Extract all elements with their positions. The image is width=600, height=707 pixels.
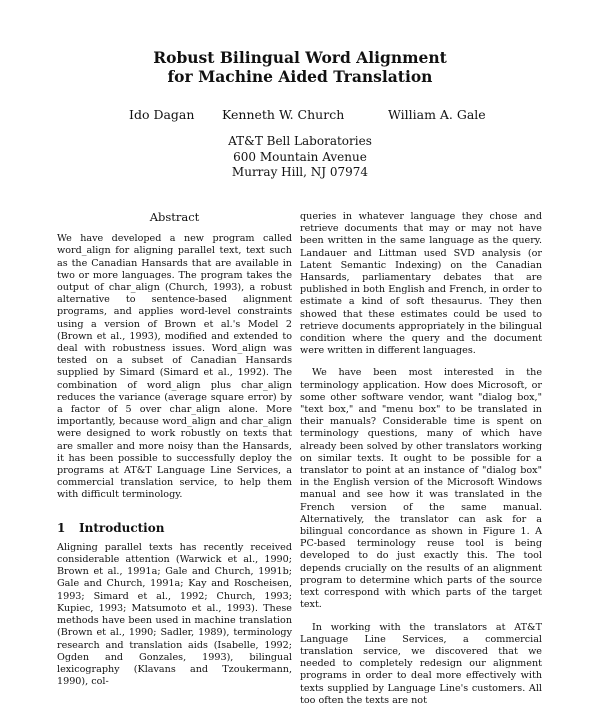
- affiliation-line-1: AT&T Bell Laboratories: [228, 134, 372, 148]
- body-paragraph-2: We have been most interested in the terminology application. How does Microsoft, or some other software vendor, want "dialog box," "text box," and "menu box" to be translated in their manuals? Considerable time is spent on terminology questions, many of which have already been solved by other translators working on similar texts. It ought to be possible for a translator to point at an instance of "dialog box" in the English version of the Microsoft Windows manual and see how it was translated in the French version of the same manual. Alternatively, the translator can ask for a bilingual concordance as shown in Figure 1. A PC-based terminology reuse tool is being developed to do just exactly this. The tool depends crucially on the results of an alignment program to determine which parts of the source text correspond with which parts of the target text.: [300, 367, 542, 611]
- section-number: 1: [57, 520, 66, 535]
- right-column: [300, 211, 542, 707]
- section-title: Introduction: [79, 520, 165, 535]
- author-list: [0, 107, 600, 123]
- author-3: William A. Gale: [388, 107, 486, 122]
- affiliation-line-2: 600 Mountain Avenue: [233, 149, 367, 164]
- section-heading-introduction: [57, 522, 292, 534]
- title-line-1: Robust Bilingual Word Alignment: [153, 48, 447, 67]
- paper-title: [0, 48, 600, 86]
- title-line-2: for Machine Aided Translation: [167, 67, 433, 86]
- body-paragraph-1: queries in whatever language they chose and retrieve documents that may or may not have been written in the same language as the query. Landauer and Littman used SVD analysis (or Latent Semantic Indexing) on the Canadian Hansards, parliamentary debates that are published in both English and French, in order to estimate a kind of soft thesaurus. They then showed that these estimates could be used to retrieve documents appropriately in the bilingual condition where the query and the document were written in different languages.: [300, 211, 542, 357]
- abstract-body: We have developed a new program called word_align for aligning parallel text, text such as the Canadian Hansards that are available in two or more languages. The program takes the output of char_align (Church, 1993), a robust alternative to sentence-based alignment programs, and applies word-level constraints using a version of Brown et al.'s Model 2 (Brown et al., 1993), modified and extended to deal with robustness issues. Word_align was tested on a subset of Canadian Hansards supplied by Simard (Simard et al., 1992). The combination of word_align plus char_align reduces the variance (average square error) by a factor of 5 over char_align alone. More importantly, because word_align and char_align were designed to work robustly on texts that are smaller and more noisy than the Hansards, it has been possible to successfully deploy the programs at AT&T Language Line Services, a commercial translation service, to help them with difficult terminology.: [57, 233, 292, 501]
- author-1: Ido Dagan: [129, 107, 195, 122]
- body-paragraph-3: In working with the translators at AT&T Language Line Services, a commercial translation service, we discovered that we needed to completely redesign our alignment programs in order to deal more effectively with texts supplied by Language Line's customers. All too often the texts are not: [300, 621, 542, 706]
- author-2: Kenneth W. Church: [222, 107, 345, 122]
- affiliation: [0, 134, 600, 181]
- abstract-heading: Abstract: [149, 210, 200, 224]
- introduction-paragraph: Aligning parallel texts has recently received considerable attention (Warwick et al., 1990; Brown et al., 1991a; Gale and Church, 1991b; Gale and Church, 1991a; Kay and Roscheisen, 1993; Simard et al., 1992; Church, 1993; Kupiec, 1993; Matsumoto et al., 1993). These methods have been used in machine translation (Brown et al., 1990; Sadler, 1989), terminology research and translation aids (Isabelle, 1992; Ogden and Gonzales, 1993), bilingual lexicography (Klavans and Tzoukermann, 1990), col-: [57, 541, 292, 688]
- affiliation-line-3: Murray Hill, NJ 07974: [231, 165, 369, 179]
- left-column: [57, 211, 292, 688]
